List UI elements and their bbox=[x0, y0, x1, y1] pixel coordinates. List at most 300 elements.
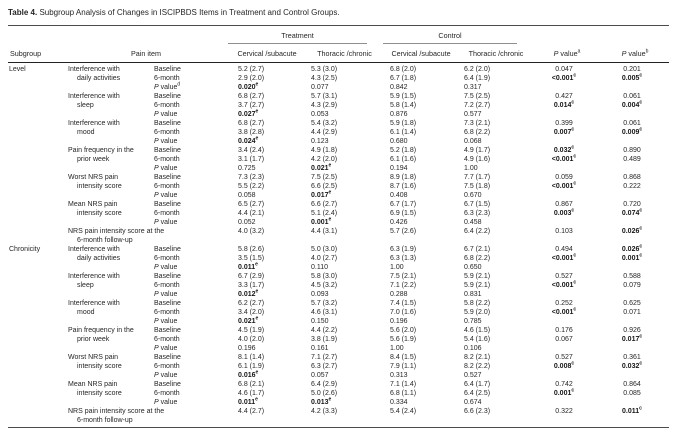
cell-p-value-b bbox=[601, 371, 669, 380]
table-row bbox=[8, 146, 669, 155]
group-header-treatment: Treatment bbox=[228, 31, 367, 44]
cell-treatment-thoracic: 0.057 bbox=[311, 372, 329, 379]
cell-p-value-a: 0.014$^c$ bbox=[553, 99, 575, 109]
cell-treatment-cervical: 4.4 (2.7) bbox=[238, 408, 265, 415]
pain-item-name bbox=[64, 110, 152, 119]
cell-control-cervical: 6.8 (1.1) bbox=[390, 390, 417, 397]
timepoint-label: 6-month bbox=[154, 309, 180, 316]
cell-treatment-thoracic: 4.4 (3.1) bbox=[311, 228, 338, 235]
cell-p-value-b: 0.032$^c$ bbox=[621, 360, 643, 370]
cell-control-cervical: 6.8 (2.0) bbox=[390, 66, 417, 73]
cell-treatment-cervical: 6.2 (2.7) bbox=[238, 300, 265, 307]
cell-p-value-b: 0.005$^c$ bbox=[621, 72, 643, 82]
cell-control-thoracic: 8.2 (2.1) bbox=[464, 354, 491, 361]
cell-control-thoracic bbox=[459, 236, 533, 245]
cell-treatment-cervical: 5.5 (2.2) bbox=[238, 183, 265, 190]
cell-treatment-thoracic: 0.001e bbox=[311, 216, 332, 226]
p-rest: value bbox=[626, 49, 646, 58]
cell-p-value-a: <0.001$^c$ bbox=[551, 279, 577, 289]
table-row bbox=[8, 218, 669, 227]
cell-treatment-cervical: 7.3 (2.3) bbox=[238, 174, 265, 181]
timepoint-label: 6-month bbox=[154, 210, 180, 217]
subgroup-cell bbox=[8, 380, 64, 389]
table-row bbox=[8, 164, 669, 173]
cell-control-cervical: 5.6 (2.0) bbox=[390, 327, 417, 334]
table-row bbox=[8, 74, 669, 83]
header-p-value-b bbox=[601, 49, 669, 58]
table-row bbox=[8, 92, 669, 101]
table-row bbox=[8, 65, 669, 74]
table-row bbox=[8, 353, 669, 362]
cell-p-value-b: 0.079 bbox=[623, 282, 641, 289]
cell-control-thoracic bbox=[459, 416, 533, 425]
subgroup-cell: Chronicity bbox=[9, 246, 41, 253]
cell-treatment-thoracic: 4.6 (3.1) bbox=[311, 309, 338, 316]
cell-p-value-a: 0.103 bbox=[555, 228, 573, 235]
cell-p-value-b bbox=[601, 263, 669, 272]
cell-p-value-b: 0.890 bbox=[623, 147, 641, 154]
timepoint-label: 6-month bbox=[154, 102, 180, 109]
cell-control-cervical: 5.2 (1.8) bbox=[390, 147, 417, 154]
cell-p-value-a: 0.067 bbox=[555, 336, 573, 343]
cell-p-value-a: <0.001$^c$ bbox=[551, 72, 577, 82]
pain-item-name: Worst NRS pain bbox=[68, 174, 119, 181]
cell-treatment-thoracic: 0.053 bbox=[311, 111, 329, 118]
cell-control-thoracic: 7.2 (2.7) bbox=[464, 102, 491, 109]
timepoint-label: Baseline bbox=[154, 201, 181, 208]
cell-control-thoracic: 7.7 (1.7) bbox=[464, 174, 491, 181]
timepoint-label: P value bbox=[154, 111, 178, 118]
subgroup-cell bbox=[8, 362, 64, 371]
cell-treatment-thoracic: 4.2 (2.0) bbox=[311, 156, 338, 163]
cell-p-value-a bbox=[533, 164, 601, 173]
cell-control-thoracic: 6.8 (2.2) bbox=[464, 255, 491, 262]
cell-p-value-a bbox=[533, 416, 601, 425]
cell-p-value-b bbox=[601, 218, 669, 227]
cell-treatment-cervical: 0.011e bbox=[238, 396, 258, 406]
cell-treatment-cervical: 6.8 (2.7) bbox=[238, 120, 265, 127]
cell-control-thoracic: 5.9 (2.1) bbox=[464, 282, 491, 289]
cell-p-value-b: 0.868 bbox=[623, 174, 641, 181]
timepoint-label: P value bbox=[154, 138, 178, 145]
table-row bbox=[8, 200, 669, 209]
cell-p-value-b bbox=[601, 398, 669, 407]
pain-item-name bbox=[64, 290, 152, 299]
pain-item-name: intensity score bbox=[77, 363, 122, 370]
cell-p-value-b: 0.026$^c$ bbox=[621, 225, 643, 235]
cell-treatment-thoracic: 6.4 (2.9) bbox=[311, 381, 338, 388]
cell-treatment-cervical: 4.5 (1.9) bbox=[238, 327, 265, 334]
table-row bbox=[8, 371, 669, 380]
cell-control-thoracic: 0.674 bbox=[464, 399, 482, 406]
timepoint-label: P value bbox=[154, 165, 178, 172]
cell-treatment-thoracic: 4.3 (2.5) bbox=[311, 75, 338, 82]
pain-item-name: Interference with bbox=[68, 120, 120, 127]
cell-p-value-a: 0.003$^c$ bbox=[553, 207, 575, 217]
cell-control-cervical: 8.9 (1.8) bbox=[390, 174, 417, 181]
timepoint-label: 6-month bbox=[154, 255, 180, 262]
table-row bbox=[8, 335, 669, 344]
pain-item-name: Interference with bbox=[68, 246, 120, 253]
cell-control-cervical: 0.194 bbox=[390, 165, 408, 172]
cell-p-value-a bbox=[533, 263, 601, 272]
cell-treatment-thoracic: 5.0 (2.6) bbox=[311, 390, 338, 397]
cell-p-value-b: 0.625 bbox=[623, 300, 641, 307]
cell-p-value-b: 0.009$^c$ bbox=[621, 126, 643, 136]
cell-treatment-thoracic: 6.6 (2.7) bbox=[311, 201, 338, 208]
subgroup-cell bbox=[8, 119, 64, 128]
table-row bbox=[8, 362, 669, 371]
table-row bbox=[8, 173, 669, 182]
cell-treatment-cervical: 4.6 (1.7) bbox=[238, 390, 265, 397]
cell-control-cervical: 7.5 (2.1) bbox=[390, 273, 417, 280]
cell-p-value-a bbox=[533, 191, 601, 200]
cell-p-value-b: 0.026$^c$ bbox=[621, 243, 643, 253]
pain-item-name: Pain frequency in the bbox=[68, 147, 134, 154]
cell-p-value-a: <0.001$^c$ bbox=[551, 252, 577, 262]
cell-p-value-a: 0.742 bbox=[555, 381, 573, 388]
cell-treatment-thoracic: 4.5 (3.2) bbox=[311, 282, 338, 289]
cell-control-thoracic: 7.5 (2.5) bbox=[464, 93, 491, 100]
cell-treatment-thoracic: 4.2 (3.3) bbox=[311, 408, 338, 415]
subgroup-cell bbox=[8, 398, 64, 407]
cell-p-value-b bbox=[601, 110, 669, 119]
timepoint-label: Baseline bbox=[154, 354, 181, 361]
cell-treatment-cervical: 0.012e bbox=[238, 288, 259, 298]
subgroup-cell bbox=[8, 317, 64, 326]
pain-item-name: Interference with bbox=[68, 300, 120, 307]
cell-control-thoracic: 4.9 (1.6) bbox=[464, 156, 491, 163]
cell-p-value-a: 0.176 bbox=[555, 327, 573, 334]
pain-item-name: prior week bbox=[77, 156, 110, 163]
p-b-superscript: b bbox=[645, 48, 649, 55]
timepoint-label: Baseline bbox=[154, 381, 181, 388]
pain-item-name: Interference with bbox=[68, 93, 120, 100]
subgroup-cell bbox=[8, 164, 64, 173]
timepoint-label: P value bbox=[154, 264, 178, 271]
cell-treatment-cervical bbox=[228, 236, 306, 245]
table-row bbox=[8, 344, 669, 353]
cell-control-thoracic: 7.5 (1.8) bbox=[464, 183, 491, 190]
subgroup-cell bbox=[8, 299, 64, 308]
cell-treatment-thoracic: 0.110 bbox=[311, 264, 328, 271]
subgroup-cell bbox=[8, 407, 64, 416]
cell-treatment-thoracic: 0.021e bbox=[311, 162, 332, 172]
timepoint-label: 6-month bbox=[154, 129, 180, 136]
pain-item-name: Pain frequency in the bbox=[68, 327, 134, 334]
cell-control-thoracic: 6.7 (2.1) bbox=[464, 246, 491, 253]
cell-treatment-thoracic: 0.123 bbox=[311, 138, 329, 145]
cell-treatment-cervical: 0.024e bbox=[238, 135, 259, 145]
subgroup-cell bbox=[8, 344, 64, 353]
cell-treatment-thoracic: 5.0 (3.0) bbox=[311, 246, 338, 253]
cell-control-thoracic: 6.8 (2.2) bbox=[464, 129, 491, 136]
cell-treatment-cervical: 4.0 (2.0) bbox=[238, 336, 265, 343]
subgroup-cell bbox=[8, 227, 64, 236]
cell-p-value-a: 0.008$^c$ bbox=[553, 360, 575, 370]
cell-treatment-cervical: 0.027e bbox=[238, 108, 259, 118]
header-control-cervical: Cervical /subacute bbox=[391, 49, 451, 58]
cell-p-value-b: 0.588 bbox=[623, 273, 641, 280]
cell-control-cervical: 8.4 (1.5) bbox=[390, 354, 417, 361]
cell-control-cervical: 7.1 (2.2) bbox=[390, 282, 417, 289]
cell-treatment-thoracic: 0.017e bbox=[311, 189, 332, 199]
cell-treatment-thoracic: 5.3 (3.0) bbox=[311, 66, 338, 73]
cell-treatment-cervical: 6.8 (2.1) bbox=[238, 381, 265, 388]
cell-control-cervical: 5.8 (1.4) bbox=[390, 102, 417, 109]
cell-p-value-b: 0.071 bbox=[623, 309, 641, 316]
cell-control-thoracic: 6.4 (2.2) bbox=[464, 228, 491, 235]
table-row bbox=[8, 182, 669, 191]
cell-treatment-thoracic: 4.4 (2.9) bbox=[311, 129, 338, 136]
cell-treatment-thoracic: 4.9 (1.8) bbox=[311, 147, 338, 154]
pain-item-name bbox=[64, 398, 152, 407]
pain-item-name bbox=[64, 317, 152, 326]
cell-control-cervical: 1.00 bbox=[390, 264, 404, 271]
pain-item-name: 6-month follow-up bbox=[77, 417, 133, 424]
table-row bbox=[8, 254, 669, 263]
cell-p-value-a: 0.527 bbox=[555, 354, 573, 361]
cell-p-value-a bbox=[533, 398, 601, 407]
cell-p-value-a bbox=[533, 110, 601, 119]
table-row bbox=[8, 137, 669, 146]
cell-treatment-cervical: 3.8 (2.8) bbox=[238, 129, 265, 136]
subgroup-cell bbox=[8, 263, 64, 272]
timepoint-label: 6-month bbox=[154, 336, 180, 343]
cell-p-value-a: 0.001$^c$ bbox=[553, 387, 575, 397]
subgroup-cell bbox=[8, 416, 64, 425]
cell-p-value-b: 0.201 bbox=[623, 66, 641, 73]
cell-control-cervical: 6.1 (1.4) bbox=[390, 129, 417, 136]
timepoint-label: 6-month bbox=[154, 156, 180, 163]
cell-treatment-cervical: 3.4 (2.0) bbox=[238, 309, 265, 316]
group-header-control: Control bbox=[383, 31, 517, 44]
cell-control-cervical: 0.680 bbox=[390, 138, 408, 145]
cell-p-value-a: 0.007$^c$ bbox=[553, 126, 575, 136]
cell-treatment-thoracic: 0.161 bbox=[311, 345, 329, 352]
table-title-text: Subgroup Analysis of Changes in ISCIPBDS Items in Treatment and Control Groups. bbox=[39, 8, 340, 17]
cell-p-value-b bbox=[601, 83, 669, 92]
header-pain-item: Pain item bbox=[131, 49, 161, 58]
cell-treatment-cervical: 0.021e bbox=[238, 315, 259, 325]
cell-treatment-thoracic: 5.1 (2.4) bbox=[311, 210, 338, 217]
cell-control-thoracic: 5.9 (2.0) bbox=[464, 309, 491, 316]
table-row bbox=[8, 227, 669, 236]
cell-p-value-b: 0.085 bbox=[623, 390, 641, 397]
table-row bbox=[8, 209, 669, 218]
cell-p-value-a: 0.867 bbox=[555, 201, 573, 208]
cell-control-cervical: 6.7 (1.7) bbox=[390, 201, 417, 208]
cell-treatment-cervical: 0.016e bbox=[238, 369, 259, 379]
table-row bbox=[8, 281, 669, 290]
table-row bbox=[8, 380, 669, 389]
cell-treatment-cervical: 3.4 (2.4) bbox=[238, 147, 265, 154]
header-p-value-a bbox=[533, 49, 601, 58]
cell-treatment-cervical: 4.0 (3.2) bbox=[238, 228, 265, 235]
cell-p-value-a: 0.032$^c$ bbox=[553, 144, 575, 154]
subgroup-cell bbox=[8, 128, 64, 137]
timepoint-label: Baseline bbox=[154, 246, 181, 253]
cell-p-value-b: 0.011$^c$ bbox=[622, 405, 642, 415]
cell-p-value-b: 0.001$^c$ bbox=[621, 252, 643, 262]
pain-item-name: Interference with bbox=[68, 66, 120, 73]
cell-treatment-cervical: 0.725 bbox=[238, 165, 256, 172]
cell-control-thoracic: 7.3 (2.1) bbox=[464, 120, 491, 127]
cell-control-thoracic: 0.527 bbox=[464, 372, 482, 379]
cell-p-value-b bbox=[601, 137, 669, 146]
cell-p-value-a bbox=[533, 344, 601, 353]
cell-control-thoracic: 0.577 bbox=[464, 111, 482, 118]
cell-control-cervical: 6.3 (1.9) bbox=[390, 246, 417, 253]
pain-item-name: 6-month follow-up bbox=[77, 237, 133, 244]
cell-treatment-thoracic: 6.3 (2.7) bbox=[311, 363, 338, 370]
cell-control-thoracic: 1.00 bbox=[464, 165, 478, 172]
cell-treatment-cervical: 4.4 (2.1) bbox=[238, 210, 265, 217]
table-row bbox=[8, 398, 669, 407]
table-row bbox=[8, 299, 669, 308]
pain-item-name bbox=[64, 344, 152, 353]
cell-treatment-cervical: 0.052 bbox=[238, 219, 256, 226]
subgroup-cell bbox=[8, 173, 64, 182]
cell-treatment-thoracic: 5.7 (3.2) bbox=[311, 300, 338, 307]
cell-p-value-b: 0.361 bbox=[623, 354, 641, 361]
cell-control-cervical: 6.1 (1.6) bbox=[390, 156, 417, 163]
timepoint-label: P value bbox=[154, 219, 178, 226]
cell-treatment-thoracic: 3.8 (1.9) bbox=[311, 336, 338, 343]
cell-p-value-b: 0.074$^c$ bbox=[621, 207, 643, 217]
table-row bbox=[8, 155, 669, 164]
cell-treatment-thoracic: 6.6 (2.5) bbox=[311, 183, 338, 190]
subgroup-cell bbox=[8, 335, 64, 344]
timepoint-label: P value$^d$ bbox=[154, 81, 181, 91]
subgroup-cell bbox=[8, 155, 64, 164]
cell-control-cervical: 5.4 (2.4) bbox=[390, 408, 417, 415]
cell-p-value-b: 0.864 bbox=[623, 381, 641, 388]
cell-treatment-cervical: 0.011e bbox=[238, 261, 258, 271]
p-italic: P bbox=[553, 49, 559, 58]
timepoint-label: Baseline bbox=[154, 174, 181, 181]
cell-control-thoracic: 5.9 (2.1) bbox=[464, 273, 491, 280]
subgroup-cell bbox=[8, 137, 64, 146]
cell-treatment-thoracic: 4.3 (2.9) bbox=[311, 102, 338, 109]
table-row bbox=[8, 416, 669, 425]
cell-treatment-cervical: 6.7 (2.9) bbox=[238, 273, 265, 280]
subgroup-cell bbox=[8, 74, 64, 83]
cell-treatment-cervical: 3.1 (1.7) bbox=[238, 156, 265, 163]
cell-treatment-cervical: 5.8 (2.6) bbox=[238, 246, 265, 253]
cell-p-value-b bbox=[601, 344, 669, 353]
cell-control-thoracic: 6.2 (2.0) bbox=[464, 66, 491, 73]
subgroup-cell bbox=[8, 191, 64, 200]
table-row bbox=[8, 236, 669, 245]
timepoint-label: Baseline bbox=[154, 66, 181, 73]
subgroup-cell bbox=[8, 272, 64, 281]
pain-item-name bbox=[64, 263, 152, 272]
cell-control-thoracic: 5.4 (1.6) bbox=[464, 336, 491, 343]
cell-control-thoracic: 6.4 (1.7) bbox=[464, 381, 491, 388]
table-row bbox=[8, 308, 669, 317]
cell-p-value-a bbox=[533, 290, 601, 299]
pain-item-name: NRS pain intensity score at the bbox=[68, 408, 165, 415]
cell-control-thoracic: 0.650 bbox=[464, 264, 482, 271]
table-body bbox=[8, 63, 669, 425]
table-row bbox=[8, 326, 669, 335]
header-subgroup: Subgroup bbox=[10, 49, 42, 58]
cell-p-value-a: 0.047 bbox=[555, 66, 573, 73]
cell-control-cervical: 7.1 (1.4) bbox=[390, 381, 417, 388]
cell-p-value-b: 0.926 bbox=[623, 327, 641, 334]
cell-control-thoracic: 0.831 bbox=[464, 291, 482, 298]
cell-treatment-thoracic: 5.7 (3.1) bbox=[311, 93, 338, 100]
cell-control-thoracic: 6.6 (2.3) bbox=[464, 408, 491, 415]
table-number: Table 4. bbox=[8, 8, 38, 17]
cell-control-cervical: 0.334 bbox=[390, 399, 408, 406]
cell-p-value-b bbox=[601, 191, 669, 200]
cell-treatment-thoracic: 7.5 (2.5) bbox=[311, 174, 338, 181]
cell-control-cervical: 6.7 (1.8) bbox=[390, 75, 417, 82]
timepoint-label: 6-month bbox=[154, 390, 180, 397]
header-control-thoracic: Thoracic /chronic bbox=[468, 49, 524, 58]
subgroup-cell: Level bbox=[9, 66, 26, 73]
cell-control-thoracic: 0.670 bbox=[464, 192, 482, 199]
header-treatment-thoracic: Thoracic /chronic bbox=[317, 49, 372, 58]
timepoint-label: P value bbox=[154, 318, 178, 325]
subgroup-cell bbox=[8, 326, 64, 335]
timepoint-label: P value bbox=[154, 345, 178, 352]
cell-p-value-a: <0.001$^c$ bbox=[551, 153, 577, 163]
cell-control-cervical: 0.196 bbox=[390, 318, 408, 325]
cell-p-value-b: 0.489 bbox=[623, 156, 641, 163]
cell-control-cervical: 5.7 (2.6) bbox=[390, 228, 417, 235]
cell-treatment-cervical: 8.1 (1.4) bbox=[238, 354, 265, 361]
table-row bbox=[8, 119, 669, 128]
cell-control-cervical: 0.426 bbox=[390, 219, 408, 226]
cell-control-cervical: 6.3 (1.3) bbox=[390, 255, 417, 262]
cell-control-thoracic: 6.4 (2.5) bbox=[464, 390, 491, 397]
pain-item-name bbox=[64, 218, 152, 227]
cell-control-thoracic: 6.3 (2.3) bbox=[464, 210, 491, 217]
p-italic: P bbox=[621, 49, 627, 58]
cell-treatment-thoracic: 0.093 bbox=[311, 291, 329, 298]
table-title bbox=[8, 8, 669, 18]
subgroup-cell bbox=[8, 209, 64, 218]
cell-p-value-a: <0.001$^c$ bbox=[551, 306, 577, 316]
cell-control-cervical: 8.7 (1.6) bbox=[390, 183, 417, 190]
table-row bbox=[8, 407, 669, 416]
cell-treatment-cervical bbox=[228, 416, 306, 425]
cell-treatment-cervical: 5.2 (2.7) bbox=[238, 66, 265, 73]
subgroup-cell bbox=[8, 146, 64, 155]
pain-item-name: daily activities bbox=[77, 75, 121, 82]
cell-treatment-thoracic bbox=[306, 236, 383, 245]
pain-item-name: intensity score bbox=[77, 390, 122, 397]
cell-treatment-thoracic: 4.0 (2.7) bbox=[311, 255, 338, 262]
cell-p-value-a: 0.059 bbox=[555, 174, 573, 181]
cell-p-value-b bbox=[601, 236, 669, 245]
cell-treatment-thoracic bbox=[306, 416, 383, 425]
pain-item-name bbox=[64, 137, 152, 146]
subgroup-cell bbox=[8, 281, 64, 290]
table-row bbox=[8, 245, 669, 254]
timepoint-label: 6-month bbox=[154, 363, 180, 370]
p-rest: value bbox=[558, 49, 578, 58]
cell-control-cervical: 0.313 bbox=[390, 372, 408, 379]
cell-control-thoracic: 4.9 (1.7) bbox=[464, 147, 491, 154]
cell-p-value-a: 0.527 bbox=[555, 273, 573, 280]
timepoint-label: Baseline bbox=[154, 300, 181, 307]
cell-control-thoracic: 5.8 (2.2) bbox=[464, 300, 491, 307]
subgroup-cell bbox=[8, 218, 64, 227]
